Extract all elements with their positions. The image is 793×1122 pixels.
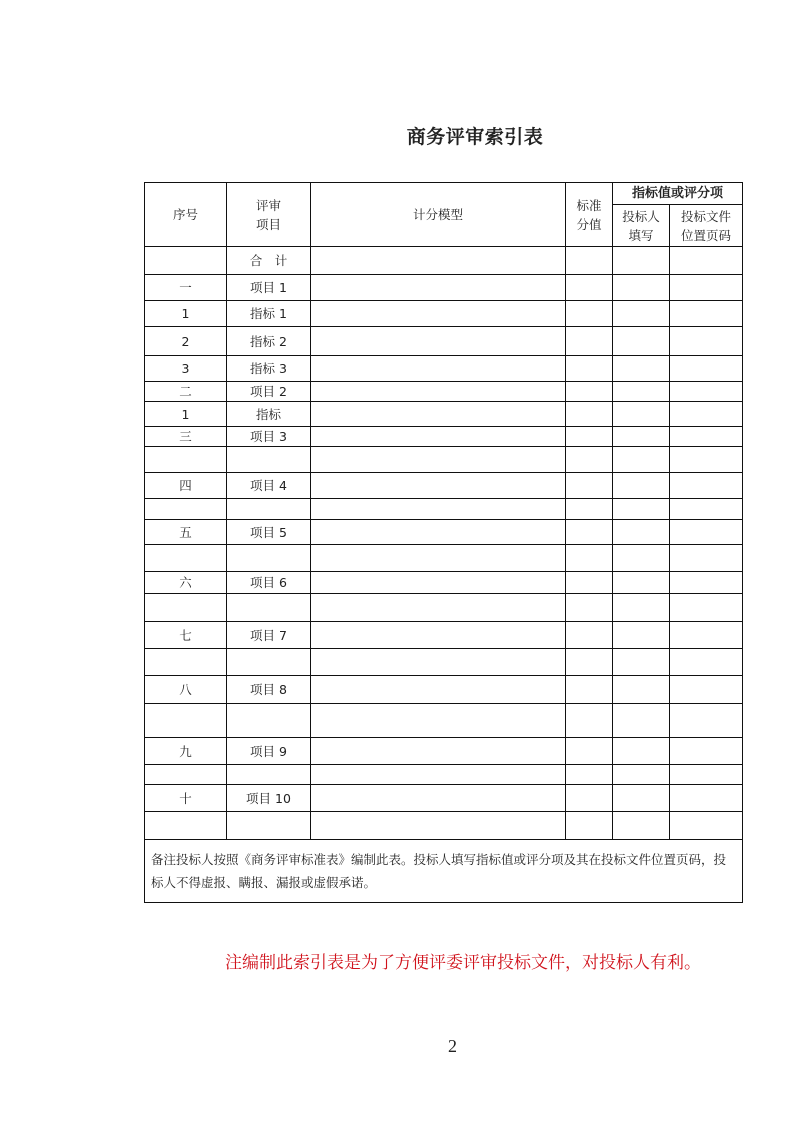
cell-item: 合 计 <box>227 247 311 275</box>
cell-std[interactable] <box>566 649 613 676</box>
header-item <box>227 183 311 247</box>
cell-page[interactable] <box>670 382 743 402</box>
cell-seq: 九 <box>145 738 227 765</box>
cell-model[interactable] <box>311 738 566 765</box>
table-row <box>145 499 743 520</box>
cell-seq <box>145 812 227 840</box>
note-row <box>145 840 743 903</box>
cell-model[interactable] <box>311 275 566 301</box>
cell-item: 项目 3 <box>227 427 311 447</box>
cell-bidder[interactable] <box>613 382 670 402</box>
cell-seq: 二 <box>145 382 227 402</box>
table-row <box>145 676 743 704</box>
cell-page[interactable] <box>670 676 743 704</box>
header-bidder <box>613 205 670 247</box>
cell-item <box>227 649 311 676</box>
cell-model[interactable] <box>311 473 566 499</box>
cell-seq: 1 <box>145 402 227 427</box>
cell-model[interactable] <box>311 520 566 545</box>
header-row <box>145 183 743 205</box>
cell-seq: 2 <box>145 327 227 356</box>
cell-std[interactable] <box>566 499 613 520</box>
cell-page[interactable] <box>670 572 743 594</box>
table-row <box>145 473 743 499</box>
cell-model[interactable] <box>311 247 566 275</box>
cell-item: 项目 9 <box>227 738 311 765</box>
cell-seq: 六 <box>145 572 227 594</box>
table-row <box>145 785 743 812</box>
cell-std[interactable] <box>566 356 613 382</box>
cell-page[interactable] <box>670 473 743 499</box>
table-row <box>145 427 743 447</box>
cell-std[interactable] <box>566 402 613 427</box>
red-note: 注编制此索引表是为了方便评委评审投标文件，对投标人有利。 <box>225 953 701 973</box>
cell-model[interactable] <box>311 447 566 473</box>
cell-seq: 八 <box>145 676 227 704</box>
header-bidder-line1: 投标人 <box>622 208 660 224</box>
header-item-line1: 评审 <box>255 197 281 213</box>
cell-page[interactable] <box>670 427 743 447</box>
cell-bidder[interactable] <box>613 622 670 649</box>
cell-model[interactable] <box>311 594 566 622</box>
table-row <box>145 649 743 676</box>
cell-seq: 五 <box>145 520 227 545</box>
cell-std[interactable] <box>566 594 613 622</box>
table-row <box>145 520 743 545</box>
cell-seq: 一 <box>145 275 227 301</box>
table-row <box>145 402 743 427</box>
cell-seq: 三 <box>145 427 227 447</box>
cell-model[interactable] <box>311 356 566 382</box>
cell-page[interactable] <box>670 812 743 840</box>
cell-bidder[interactable] <box>613 473 670 499</box>
table-row <box>145 327 743 356</box>
cell-page[interactable] <box>670 785 743 812</box>
cell-item: 项目 1 <box>227 275 311 301</box>
cell-bidder[interactable] <box>613 520 670 545</box>
cell-page[interactable] <box>670 738 743 765</box>
header-page-line1: 投标文件 <box>681 208 732 224</box>
cell-bidder[interactable] <box>613 327 670 356</box>
cell-page[interactable] <box>670 765 743 785</box>
cell-page[interactable] <box>670 275 743 301</box>
cell-std[interactable] <box>566 327 613 356</box>
cell-item: 项目 7 <box>227 622 311 649</box>
cell-item <box>227 545 311 572</box>
cell-model[interactable] <box>311 785 566 812</box>
cell-seq <box>145 499 227 520</box>
header-model: 计分模型 <box>311 183 566 247</box>
cell-page[interactable] <box>670 247 743 275</box>
cell-model[interactable] <box>311 572 566 594</box>
header-bidder-line2: 填写 <box>628 227 654 243</box>
cell-page[interactable] <box>670 545 743 572</box>
table-row <box>145 247 743 275</box>
cell-model[interactable] <box>311 499 566 520</box>
header-item-line2: 项目 <box>255 216 281 232</box>
table-row <box>145 301 743 327</box>
cell-bidder[interactable] <box>613 247 670 275</box>
cell-model[interactable] <box>311 676 566 704</box>
cell-bidder[interactable] <box>613 704 670 738</box>
cell-std[interactable] <box>566 765 613 785</box>
cell-bidder[interactable] <box>613 499 670 520</box>
cell-std[interactable] <box>566 427 613 447</box>
cell-bidder[interactable] <box>613 738 670 765</box>
cell-seq <box>145 594 227 622</box>
table-row <box>145 622 743 649</box>
cell-model[interactable] <box>311 704 566 738</box>
cell-seq <box>145 247 227 275</box>
cell-seq <box>145 649 227 676</box>
cell-page[interactable] <box>670 402 743 427</box>
header-page <box>670 205 743 247</box>
cell-seq <box>145 545 227 572</box>
table-row <box>145 738 743 765</box>
cell-item: 项目 8 <box>227 676 311 704</box>
cell-page[interactable] <box>670 356 743 382</box>
cell-page[interactable] <box>670 704 743 738</box>
cell-std[interactable] <box>566 738 613 765</box>
cell-bidder[interactable] <box>613 812 670 840</box>
cell-model[interactable] <box>311 327 566 356</box>
cell-model[interactable] <box>311 622 566 649</box>
cell-item <box>227 594 311 622</box>
cell-std[interactable] <box>566 382 613 402</box>
page-number: 2 <box>448 1036 457 1056</box>
index-table <box>144 182 743 903</box>
cell-bidder[interactable] <box>613 676 670 704</box>
cell-std[interactable] <box>566 473 613 499</box>
cell-bidder[interactable] <box>613 301 670 327</box>
cell-page[interactable] <box>670 622 743 649</box>
header-std-line2: 分值 <box>576 216 602 232</box>
cell-model[interactable] <box>311 765 566 785</box>
cell-item <box>227 447 311 473</box>
cell-seq: 十 <box>145 785 227 812</box>
cell-item: 指标 <box>227 402 311 427</box>
cell-item: 项目 6 <box>227 572 311 594</box>
cell-std[interactable] <box>566 812 613 840</box>
header-page-line2: 位置页码 <box>681 227 732 243</box>
table-row <box>145 447 743 473</box>
cell-item <box>227 499 311 520</box>
cell-item <box>227 812 311 840</box>
note-text: 备注投标人按照《商务评审标准表》编制此表。投标人填写指标值或评分项及其在投标文件位置页码，投标人不得虚报、瞒报、漏报或虚假承诺。 <box>145 840 743 903</box>
header-group: 指标值或评分项 <box>613 183 743 205</box>
cell-std[interactable] <box>566 520 613 545</box>
cell-item: 项目 10 <box>227 785 311 812</box>
cell-seq: 四 <box>145 473 227 499</box>
cell-std[interactable] <box>566 704 613 738</box>
cell-model[interactable] <box>311 301 566 327</box>
cell-bidder[interactable] <box>613 356 670 382</box>
table-row <box>145 545 743 572</box>
cell-model[interactable] <box>311 545 566 572</box>
cell-bidder[interactable] <box>613 572 670 594</box>
table-row <box>145 382 743 402</box>
cell-bidder[interactable] <box>613 447 670 473</box>
cell-page[interactable] <box>670 301 743 327</box>
cell-item: 指标 3 <box>227 356 311 382</box>
cell-page[interactable] <box>670 499 743 520</box>
table-row <box>145 765 743 785</box>
cell-std[interactable] <box>566 785 613 812</box>
cell-item: 项目 2 <box>227 382 311 402</box>
cell-model[interactable] <box>311 402 566 427</box>
table-row <box>145 594 743 622</box>
cell-item: 指标 1 <box>227 301 311 327</box>
cell-seq <box>145 765 227 785</box>
cell-bidder[interactable] <box>613 275 670 301</box>
cell-std[interactable] <box>566 447 613 473</box>
cell-std[interactable] <box>566 301 613 327</box>
cell-item: 指标 2 <box>227 327 311 356</box>
cell-bidder[interactable] <box>613 427 670 447</box>
cell-seq <box>145 704 227 738</box>
header-std <box>566 183 613 247</box>
cell-bidder[interactable] <box>613 545 670 572</box>
cell-seq: 3 <box>145 356 227 382</box>
cell-std[interactable] <box>566 545 613 572</box>
cell-model[interactable] <box>311 812 566 840</box>
table-row <box>145 704 743 738</box>
cell-page[interactable] <box>670 649 743 676</box>
cell-bidder[interactable] <box>613 594 670 622</box>
cell-std[interactable] <box>566 676 613 704</box>
cell-bidder[interactable] <box>613 649 670 676</box>
cell-page[interactable] <box>670 594 743 622</box>
cell-page[interactable] <box>670 327 743 356</box>
cell-bidder[interactable] <box>613 765 670 785</box>
header-seq: 序号 <box>145 183 227 247</box>
cell-std[interactable] <box>566 572 613 594</box>
cell-std[interactable] <box>566 622 613 649</box>
cell-model[interactable] <box>311 649 566 676</box>
cell-model[interactable] <box>311 427 566 447</box>
header-std-line1: 标准 <box>576 197 602 213</box>
cell-std[interactable] <box>566 275 613 301</box>
cell-bidder[interactable] <box>613 402 670 427</box>
cell-bidder[interactable] <box>613 785 670 812</box>
cell-item: 项目 4 <box>227 473 311 499</box>
table-row <box>145 275 743 301</box>
cell-item <box>227 704 311 738</box>
page-title: 商务评审索引表 <box>406 126 544 148</box>
cell-std[interactable] <box>566 247 613 275</box>
cell-page[interactable] <box>670 520 743 545</box>
cell-item <box>227 765 311 785</box>
cell-seq <box>145 447 227 473</box>
table-row <box>145 572 743 594</box>
cell-seq: 七 <box>145 622 227 649</box>
cell-page[interactable] <box>670 447 743 473</box>
cell-item: 项目 5 <box>227 520 311 545</box>
cell-seq: 1 <box>145 301 227 327</box>
cell-model[interactable] <box>311 382 566 402</box>
table-row <box>145 812 743 840</box>
table-row <box>145 356 743 382</box>
